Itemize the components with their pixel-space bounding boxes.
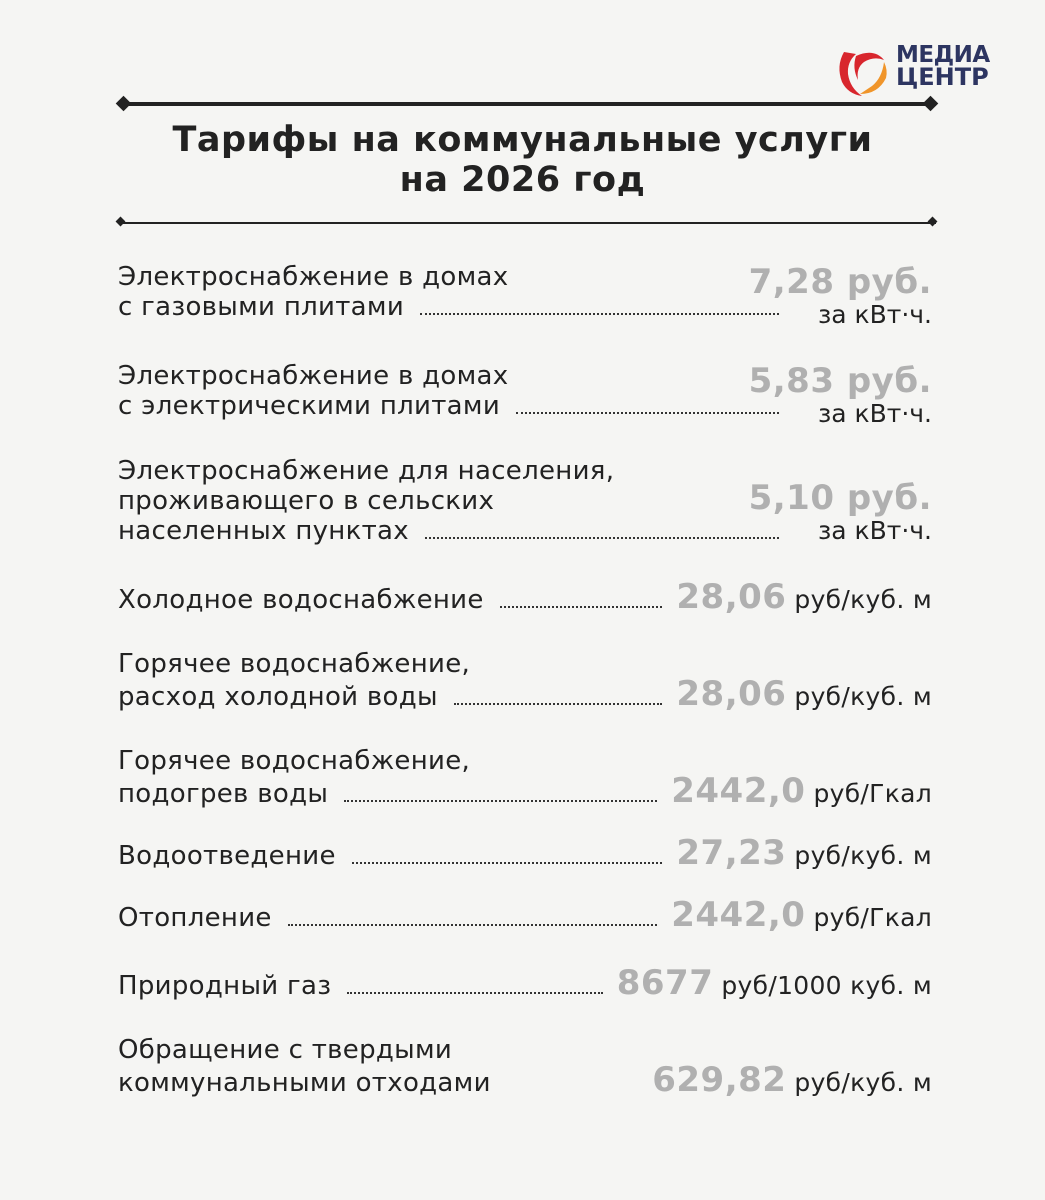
tariff-row-natural-gas <box>118 963 932 1003</box>
leader-dots <box>516 412 779 414</box>
tariff-label-line: Электроснабжение в домах <box>118 361 509 391</box>
tariff-row-electricity-electric <box>118 361 932 441</box>
title-divider-left-diamond <box>116 217 126 227</box>
tariff-label-line: подогрев воды <box>118 779 329 809</box>
tariff-label-line: проживающего в сельских <box>118 486 495 516</box>
leader-dots <box>352 862 663 864</box>
title-line-2: на 2026 год <box>399 160 646 200</box>
tariff-unit: руб/куб. м <box>794 1068 932 1097</box>
tariff-value: 27,23 <box>676 833 787 873</box>
tariff-unit: руб/куб. м <box>794 682 932 711</box>
media-center-logo <box>834 44 1009 100</box>
tariff-unit: руб/1000 куб. м <box>721 971 932 1000</box>
tariff-unit: за кВт·ч. <box>817 516 932 545</box>
tariff-label-line: Природный газ <box>118 971 332 1001</box>
tariff-value: 5,83 руб. <box>748 361 932 401</box>
tariff-label-line: с электрическими плитами <box>118 391 501 421</box>
tariff-unit: руб/куб. м <box>794 841 932 870</box>
tariff-unit: руб/Гкал <box>813 779 932 808</box>
tariff-unit: за кВт·ч. <box>817 300 932 329</box>
tariff-label-line: расход холодной воды <box>118 682 438 712</box>
title-line-1: Тарифы на коммунальные услуги <box>172 120 873 160</box>
tariff-unit: руб/Гкал <box>813 903 932 932</box>
tariff-row-electricity-gas <box>118 262 932 342</box>
page-title <box>100 120 945 200</box>
logo-line-1: МЕДИА <box>896 42 990 68</box>
tariff-label-line: Отопление <box>118 903 272 933</box>
tariff-label-line: Горячее водоснабжение, <box>118 649 471 679</box>
tariff-label-line: Обращение с твердыми <box>118 1035 453 1065</box>
tariff-value: 2442,0 <box>671 895 806 935</box>
tariff-unit: руб/куб. м <box>794 585 932 614</box>
tariff-value: 8677 <box>616 963 714 1003</box>
leader-dots <box>344 800 657 802</box>
tariff-value: 629,82 <box>652 1060 787 1100</box>
title-divider-right-diamond <box>928 217 938 227</box>
tariff-row-hot-water-cold <box>118 649 932 712</box>
tariff-row-hot-water-heating <box>118 746 932 809</box>
tariff-row-cold-water <box>118 577 932 617</box>
tariff-value: 7,28 руб. <box>748 262 932 302</box>
leader-dots <box>500 606 663 608</box>
logo-line-2: ЦЕНТР <box>896 63 989 91</box>
logo-emblem-icon <box>834 44 890 100</box>
leader-dots <box>454 703 663 705</box>
leader-dots <box>420 313 779 315</box>
tariff-row-heating <box>118 895 932 935</box>
top-divider-left-diamond <box>116 96 132 112</box>
tariff-value: 28,06 <box>676 674 787 714</box>
tariff-value: 5,10 руб. <box>748 478 932 518</box>
tariff-value: 2442,0 <box>671 771 806 811</box>
tariff-label-line: Холодное водоснабжение <box>118 585 484 615</box>
top-divider <box>118 102 936 106</box>
leader-dots <box>425 537 779 539</box>
tariff-label-line: населенных пунктах <box>118 516 409 546</box>
tariff-row-electricity-rural <box>118 456 932 556</box>
tariff-label-line: с газовыми плитами <box>118 292 405 322</box>
tariff-label-line: Горячее водоснабжение, <box>118 746 471 776</box>
tariff-unit: за кВт·ч. <box>817 399 932 428</box>
tariff-value: 28,06 <box>676 577 787 617</box>
tariff-row-solid-waste <box>118 1035 932 1098</box>
tariff-label-line: Водоотведение <box>118 841 336 871</box>
tariff-row-sewage <box>118 833 932 873</box>
tariff-label-line: Электроснабжение для населения, <box>118 456 615 486</box>
tariff-label-line: Электроснабжение в домах <box>118 262 509 292</box>
leader-dots <box>288 924 658 926</box>
leader-dots <box>347 992 602 994</box>
tariff-label-line: коммунальными отходами <box>118 1068 491 1098</box>
title-divider <box>118 222 936 224</box>
